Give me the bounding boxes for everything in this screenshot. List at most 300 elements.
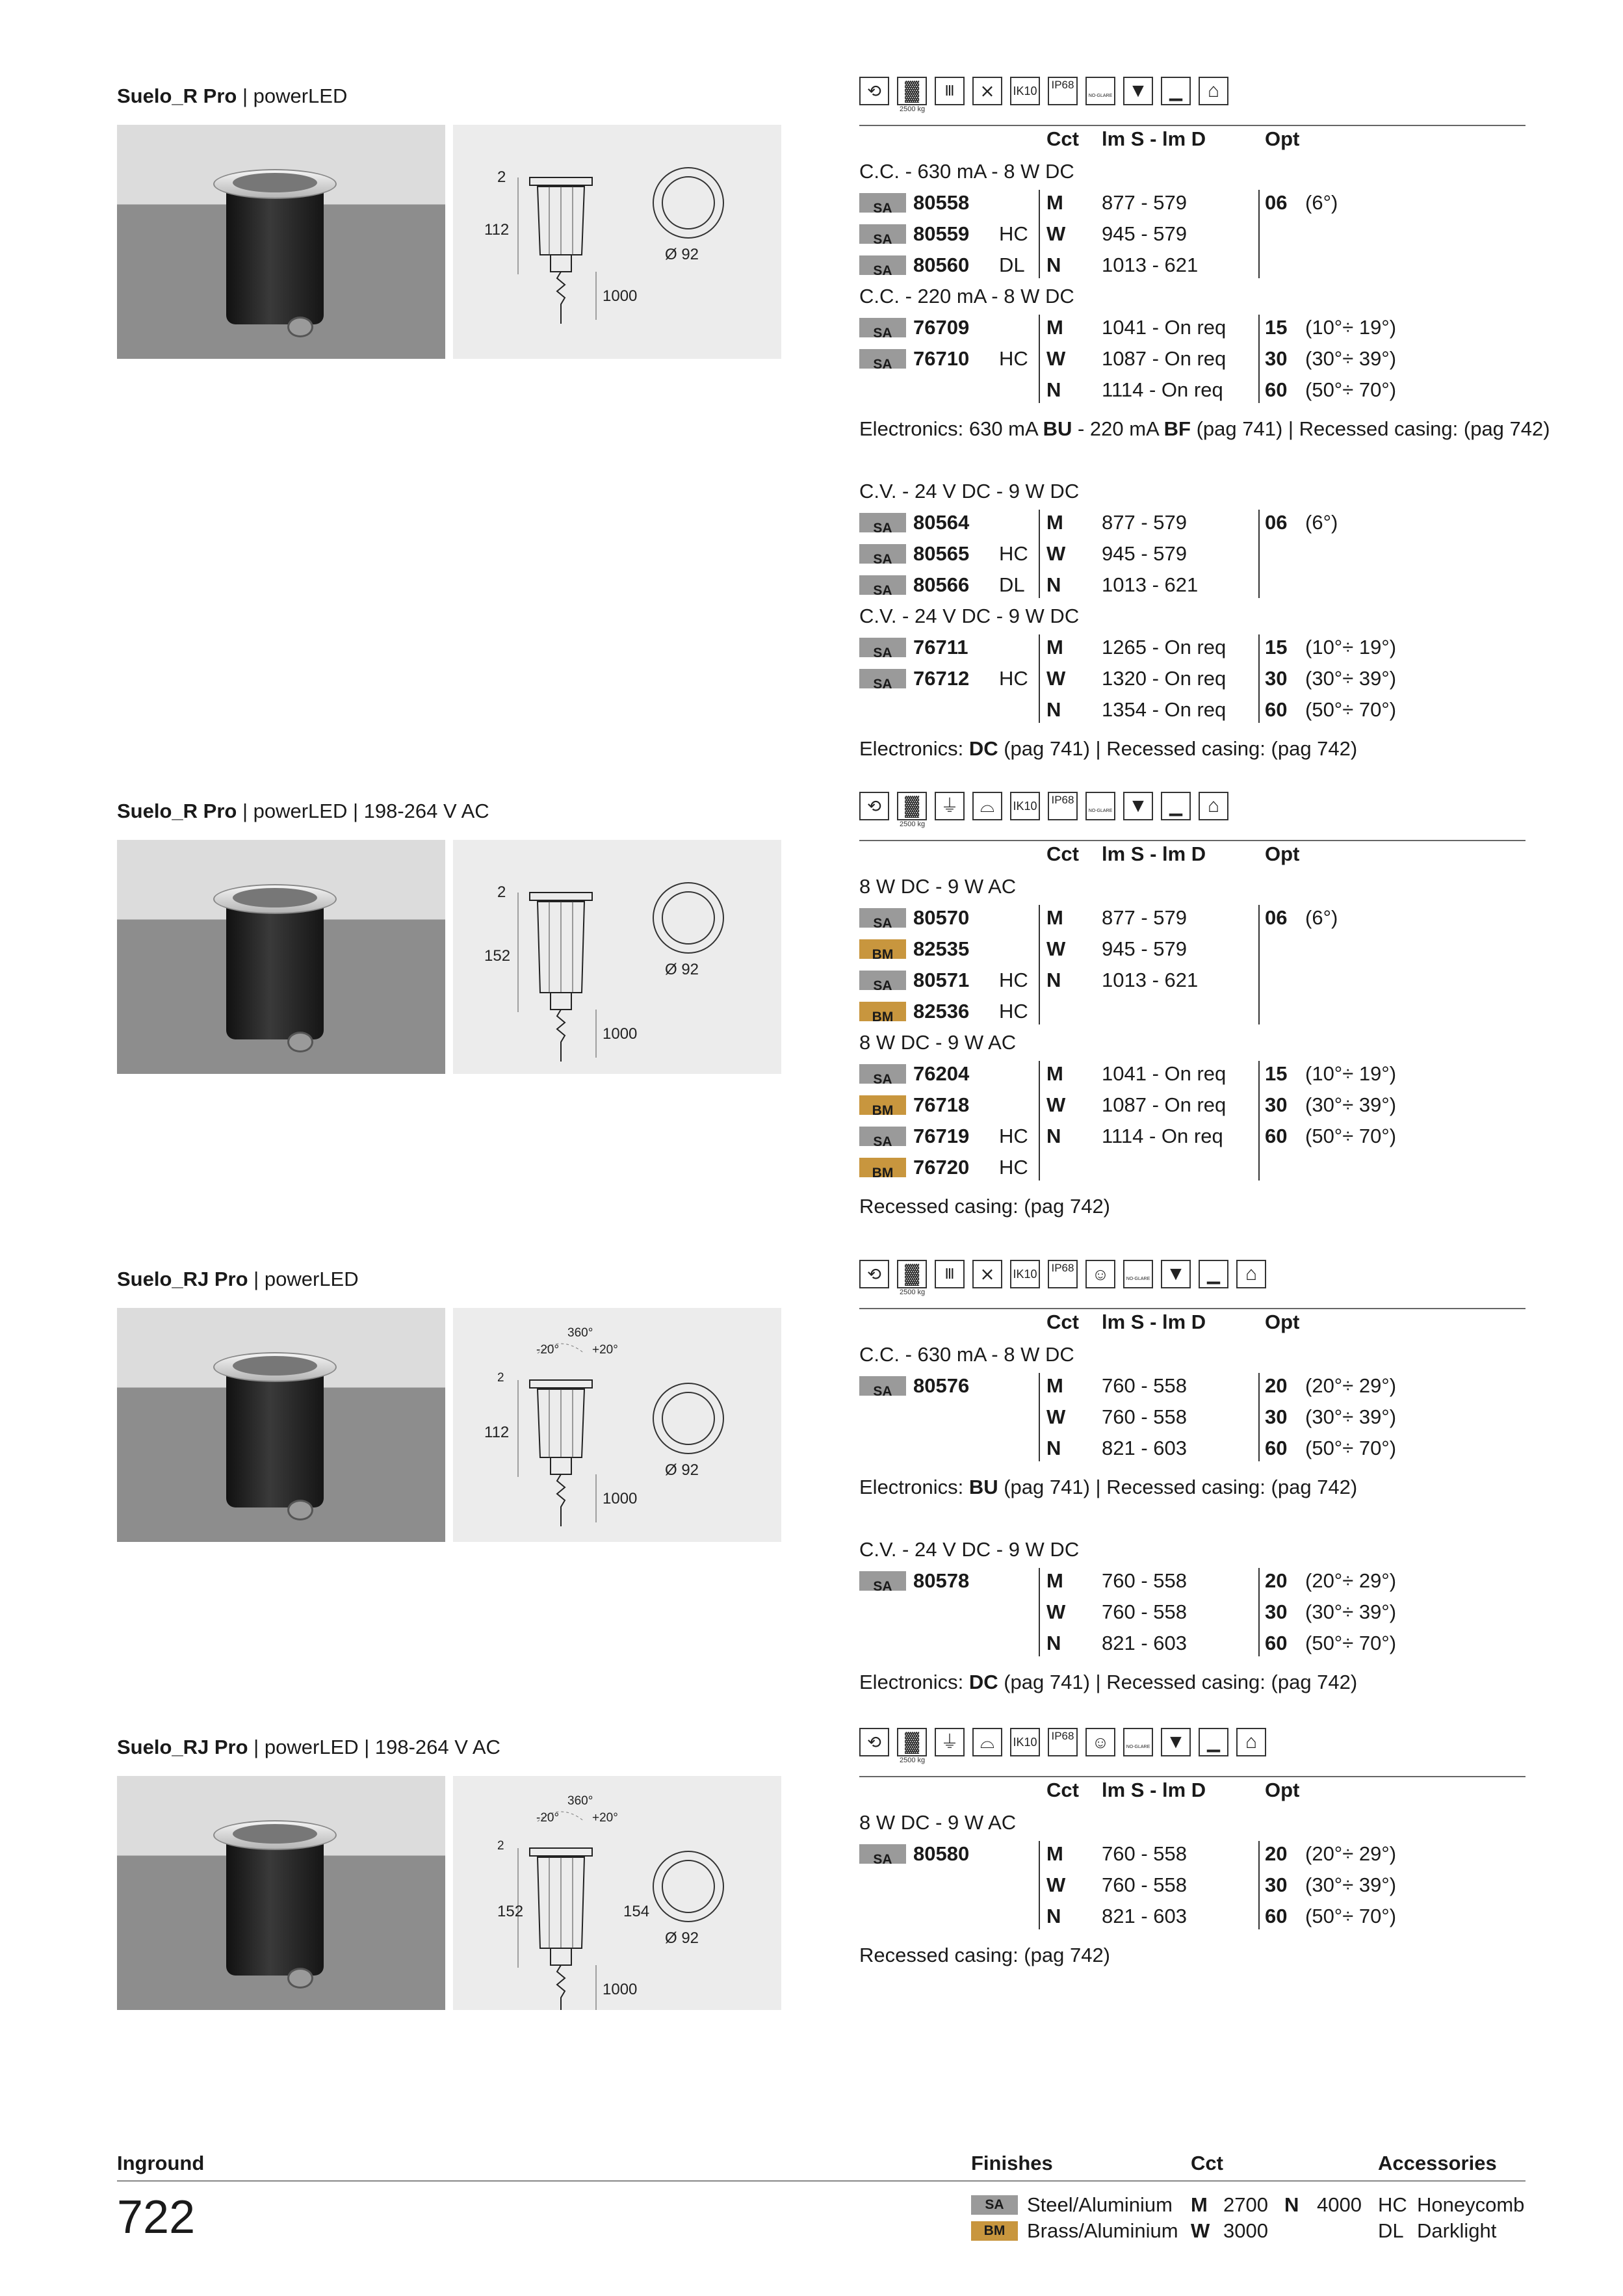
cable-gland: [287, 1500, 313, 1520]
lumens-value: 1087 - On req: [1102, 347, 1227, 370]
load-rating-label: 2500 kg: [900, 105, 926, 113]
product-code: 80571: [913, 969, 970, 991]
cct-code: W: [1046, 667, 1066, 690]
group-label: C.V. - 24 V DC - 9 W DC: [859, 1538, 1080, 1561]
finish-badge: SA: [859, 638, 906, 657]
product-code: 80558: [913, 191, 970, 214]
cct-code: N: [1046, 1905, 1061, 1927]
cable-gland: [287, 317, 313, 337]
finish-label: Steel/Aluminium: [1027, 2193, 1173, 2216]
accessory-value: Honeycomb: [1417, 2193, 1525, 2216]
lumens-value: 877 - 579: [1102, 511, 1187, 534]
product-subtitle: | powerLED | 198-264 V AC: [237, 800, 489, 822]
col-header-cct: Cct: [1046, 1311, 1079, 1333]
col-header-optic: Opt: [1265, 842, 1300, 865]
class-icon: Ⅲ: [935, 1260, 965, 1288]
no-glare-icon: NO-GLARE: [1085, 77, 1115, 105]
note-code: BU: [1043, 417, 1072, 440]
product-title: [117, 1736, 500, 1759]
cct-code: N: [1046, 1632, 1061, 1654]
table-row: [859, 1870, 1574, 1901]
finish-badge: SA: [859, 1376, 906, 1396]
note-text: Electronics:: [859, 1476, 969, 1498]
table-row: [859, 1597, 1574, 1628]
lumens-value: 1013 - 621: [1102, 969, 1199, 991]
note-text: (pag 741) | Recessed casing: (pag 742): [1190, 417, 1550, 440]
ip-rating-icon: IP68: [1048, 1728, 1078, 1756]
ik-rating-icon: IK10: [1010, 1260, 1040, 1288]
accessory-code: HC: [999, 347, 1028, 370]
col-header-cct: Cct: [1046, 127, 1079, 150]
load-rating-label: 2500 kg: [900, 1756, 926, 1764]
header-rule: [859, 1308, 1526, 1309]
cct-key: M: [1191, 2193, 1208, 2216]
product-code: 76712: [913, 667, 970, 690]
finish-badge: BM: [859, 1158, 906, 1177]
product-code: 82536: [913, 1000, 970, 1023]
cct-code: N: [1046, 254, 1061, 276]
table-row: [859, 1433, 1574, 1464]
finish-badge: SA: [859, 1571, 906, 1591]
dim-diameter: Ø 92: [665, 246, 699, 263]
finish-badge: BM: [859, 1095, 906, 1115]
lumens-value: 821 - 603: [1102, 1905, 1187, 1927]
load-icon: ▓: [897, 77, 927, 105]
product-name: Suelo_R Pro: [117, 800, 237, 822]
luminaire-lens: [233, 888, 317, 907]
indoor-outdoor-icon: ⌂: [1236, 1728, 1266, 1756]
product-photo: [117, 1308, 445, 1542]
column-divider: [1258, 1568, 1260, 1656]
page-number: 722: [117, 2191, 196, 2243]
dim-rotation: 360°: [567, 1794, 593, 1808]
column-divider: [1039, 315, 1040, 403]
column-divider: [1258, 905, 1260, 1024]
product-photo: [117, 1776, 445, 2010]
optic-code: 15: [1265, 636, 1288, 659]
accessory-code: HC: [999, 1156, 1028, 1179]
ik-rating-icon: IK10: [1010, 792, 1040, 820]
cct-code: M: [1046, 511, 1063, 534]
ip-rating-icon: IP68: [1048, 792, 1078, 820]
beam-range: (6°): [1305, 906, 1338, 929]
cct-code: W: [1046, 222, 1066, 245]
finish-badge: SA: [859, 1127, 906, 1146]
header-rule: [859, 125, 1526, 126]
dim-diameter: Ø 92: [665, 1929, 699, 1947]
table-row: [859, 1402, 1574, 1433]
product-subtitle: | powerLED | 198-264 V AC: [248, 1736, 500, 1758]
finish-badge: SA: [971, 2195, 1018, 2215]
optic-code: 20: [1265, 1842, 1288, 1865]
cct-code: W: [1046, 542, 1066, 565]
dim-diameter: Ø 92: [665, 1461, 699, 1479]
walkover-icon: ⌓: [972, 792, 1002, 820]
dim-height-alt: 154: [623, 1903, 650, 1920]
dim-cable: 1000: [603, 1490, 638, 1507]
note-code: DC: [968, 737, 998, 760]
product-code: 76709: [913, 316, 970, 339]
table-row: [859, 902, 1574, 933]
cct-code: N: [1046, 1125, 1061, 1147]
cct-key: N: [1284, 2193, 1299, 2216]
no-glare-icon: NO-GLARE: [1085, 792, 1115, 820]
finish-badge: SA: [859, 575, 906, 595]
optic-code: 06: [1265, 511, 1288, 534]
column-divider: [1039, 1061, 1040, 1181]
finish-badge: BM: [971, 2221, 1018, 2241]
column-divider: [1039, 1841, 1040, 1929]
accessory-code: HC: [999, 542, 1028, 565]
cct-code: M: [1046, 1062, 1063, 1085]
column-divider: [1039, 190, 1040, 278]
table-row: [859, 507, 1574, 538]
table-row: [859, 250, 1574, 281]
table-row: [859, 1628, 1574, 1659]
load-icon: ▓: [897, 1260, 927, 1288]
lumens-value: 1041 - On req: [1102, 316, 1227, 339]
beam-icon: ▼: [1161, 1728, 1191, 1756]
beam-range: (30°÷ 39°): [1305, 1600, 1397, 1623]
col-header-lumens: lm S - lm D: [1102, 127, 1206, 150]
ground-level-icon: ▁: [1199, 1260, 1228, 1288]
lumens-value: 945 - 579: [1102, 222, 1187, 245]
ratings-icon-strip: [859, 77, 1509, 114]
lumens-value: 1013 - 621: [1102, 254, 1199, 276]
cable-gland: [287, 1968, 313, 1989]
dim-cable: 1000: [603, 1981, 638, 1998]
beam-icon: ▼: [1123, 77, 1153, 105]
dim-cable: 1000: [603, 287, 638, 305]
table-row: [859, 694, 1574, 725]
column-divider: [1258, 1841, 1260, 1929]
ground-level-icon: ▁: [1161, 792, 1191, 820]
cct-code: M: [1046, 316, 1063, 339]
product-photo: [117, 840, 445, 1074]
cct-value: 3000: [1223, 2219, 1268, 2242]
walkover-icon: ⌓: [972, 1728, 1002, 1756]
accessories-heading: Accessories: [1378, 2152, 1497, 2174]
product-code: 80580: [913, 1842, 970, 1865]
beam-range: (50°÷ 70°): [1305, 1125, 1397, 1147]
electronics-note: [859, 1944, 1110, 1967]
finish-badge: SA: [859, 349, 906, 369]
cct-code: N: [1046, 573, 1061, 596]
dim-tilt-left: -20°: [536, 1811, 560, 1825]
load-icon: ▓: [897, 792, 927, 820]
finish-badge: SA: [859, 255, 906, 275]
note-text: (pag 741) | Recessed casing: (pag 742): [998, 1476, 1358, 1498]
cct-code: W: [1046, 1873, 1066, 1896]
cct-code: M: [1046, 1374, 1063, 1397]
dim-top: 2: [497, 883, 506, 901]
product-code: 76711: [913, 636, 968, 659]
column-divider: [1258, 1061, 1260, 1181]
note-code: DC: [968, 1671, 998, 1693]
accessory-key: HC: [1378, 2193, 1407, 2216]
product-code: 80566: [913, 573, 970, 596]
product-code: 80565: [913, 542, 970, 565]
dim-cable: 1000: [603, 1025, 638, 1043]
beam-range: (50°÷ 70°): [1305, 1905, 1397, 1927]
table-row: [859, 312, 1574, 343]
footer-rule: [117, 2180, 1526, 2182]
beam-range: (30°÷ 39°): [1305, 1093, 1397, 1116]
finish-label: Brass/Aluminium: [1027, 2219, 1178, 2242]
product-subtitle: | powerLED: [248, 1268, 359, 1290]
finish-badge: BM: [859, 1002, 906, 1021]
optic-code: 60: [1265, 1125, 1288, 1147]
lumens-value: 877 - 579: [1102, 906, 1187, 929]
lumens-value: 821 - 603: [1102, 1437, 1187, 1459]
ik-rating-icon: IK10: [1010, 1728, 1040, 1756]
product-code: 76720: [913, 1156, 970, 1179]
beam-icon: ▼: [1123, 792, 1153, 820]
optic-code: 30: [1265, 667, 1288, 690]
note-text: Electronics:: [859, 1671, 969, 1693]
col-header-lumens: lm S - lm D: [1102, 1779, 1206, 1801]
finish-badge: SA: [859, 1064, 906, 1084]
rotation-icon: ⟲: [859, 77, 889, 105]
indoor-outdoor-icon: ⌂: [1199, 792, 1228, 820]
person-icon: ☺: [1085, 1260, 1115, 1288]
dim-top: 2: [497, 1839, 504, 1853]
accessory-code: DL: [999, 573, 1025, 596]
table-row: [859, 218, 1574, 250]
product-name: Suelo_R Pro: [117, 85, 237, 107]
ip-rating-icon: IP68: [1048, 77, 1078, 105]
lumens-value: 821 - 603: [1102, 1632, 1187, 1654]
luminaire-lens: [233, 173, 317, 192]
table-row: [859, 538, 1574, 569]
product-code: 80576: [913, 1374, 970, 1397]
optic-code: 60: [1265, 698, 1288, 721]
group-label: 8 W DC - 9 W AC: [859, 875, 1017, 898]
beam-range: (6°): [1305, 511, 1338, 534]
note-text: Recessed casing: (pag 742): [859, 1944, 1111, 1966]
ratings-icon-strip: [859, 1728, 1509, 1766]
col-header-cct: Cct: [1046, 842, 1079, 865]
beam-range: (50°÷ 70°): [1305, 698, 1397, 721]
cct-heading: Cct: [1191, 2152, 1223, 2174]
group-label: C.C. - 630 mA - 8 W DC: [859, 1343, 1074, 1366]
dim-height: 112: [484, 1423, 510, 1441]
lumens-value: 1265 - On req: [1102, 636, 1227, 659]
electronics-note: [859, 1476, 1357, 1499]
optic-code: 30: [1265, 347, 1288, 370]
product-subtitle: | powerLED: [237, 85, 348, 107]
luminaire-body: [226, 893, 324, 1039]
cct-code: M: [1046, 636, 1063, 659]
lumens-value: 945 - 579: [1102, 542, 1187, 565]
lumens-value: 1114 - On req: [1102, 1125, 1223, 1147]
table-row: [859, 632, 1574, 663]
beam-range: (30°÷ 39°): [1305, 347, 1397, 370]
indoor-outdoor-icon: ⌂: [1199, 77, 1228, 105]
column-divider: [1258, 510, 1260, 598]
rotation-icon: ⟲: [859, 1260, 889, 1288]
beam-range: (50°÷ 70°): [1305, 378, 1397, 401]
beam-range: (20°÷ 29°): [1305, 1569, 1397, 1592]
table-row: [859, 1121, 1574, 1152]
person-icon: ☺: [1085, 1728, 1115, 1756]
cct-code: M: [1046, 1569, 1063, 1592]
ratings-icon-strip: [859, 792, 1509, 829]
lumens-value: 760 - 558: [1102, 1405, 1187, 1428]
dim-height: 152: [484, 947, 511, 965]
table-row: [859, 1901, 1574, 1932]
table-row: [859, 374, 1574, 406]
table-row: [859, 663, 1574, 694]
table-row: [859, 965, 1574, 996]
table-row: [859, 1089, 1574, 1121]
note-text: Electronics: 630 mA: [859, 417, 1043, 440]
table-row: [859, 1152, 1574, 1183]
note-text: Recessed casing: (pag 742): [859, 1195, 1111, 1218]
load-icon: ▓: [897, 1728, 927, 1756]
lumens-value: 1320 - On req: [1102, 667, 1227, 690]
product-title: [117, 1268, 359, 1291]
group-label: C.V. - 24 V DC - 9 W DC: [859, 480, 1080, 502]
product-title: [117, 85, 347, 108]
header-rule: [859, 840, 1526, 841]
lumens-value: 1041 - On req: [1102, 1062, 1227, 1085]
luminaire-body: [226, 1361, 324, 1507]
accessory-code: HC: [999, 222, 1028, 245]
optic-code: 06: [1265, 191, 1288, 214]
dim-height: 152: [497, 1903, 524, 1920]
cct-code: W: [1046, 1405, 1066, 1428]
table-row: [859, 569, 1574, 601]
ip-rating-icon: IP68: [1048, 1260, 1078, 1288]
beam-range: (30°÷ 39°): [1305, 1873, 1397, 1896]
cct-key: W: [1191, 2219, 1210, 2242]
finishes-heading: Finishes: [971, 2152, 1053, 2174]
footer-category: Inground: [117, 2152, 205, 2174]
column-divider: [1039, 634, 1040, 723]
load-rating-label: 2500 kg: [900, 820, 926, 828]
electronics-note: [859, 417, 1550, 441]
lumens-value: 945 - 579: [1102, 937, 1187, 960]
finish-badge: SA: [859, 318, 906, 337]
technical-drawing: [453, 1308, 781, 1542]
column-divider: [1258, 634, 1260, 723]
lumens-value: 1087 - On req: [1102, 1093, 1227, 1116]
no-glare-icon: NO-GLARE: [1123, 1728, 1153, 1756]
cable-gland: [287, 1032, 313, 1052]
finish-badge: BM: [859, 939, 906, 959]
luminaire-lens: [233, 1356, 317, 1376]
column-divider: [1258, 315, 1260, 403]
luminaire-body: [226, 178, 324, 324]
optic-code: 60: [1265, 378, 1288, 401]
beam-range: (30°÷ 39°): [1305, 1405, 1397, 1428]
lumens-value: 760 - 558: [1102, 1842, 1187, 1865]
earth-icon: ⏚: [935, 792, 965, 820]
product-code: 80570: [913, 906, 970, 929]
ratings-icon-strip: [859, 1260, 1509, 1298]
beam-range: (10°÷ 19°): [1305, 636, 1397, 659]
earth-icon: ⏚: [935, 1728, 965, 1756]
accessory-code: HC: [999, 667, 1028, 690]
technical-drawing: [453, 1776, 781, 2010]
finish-badge: SA: [859, 513, 906, 532]
technical-drawing: [453, 840, 781, 1074]
luminaire-lens: [233, 1824, 317, 1844]
ik-rating-icon: IK10: [1010, 77, 1040, 105]
finish-badge: SA: [859, 669, 906, 688]
col-header-lumens: lm S - lm D: [1102, 842, 1206, 865]
beam-range: (20°÷ 29°): [1305, 1842, 1397, 1865]
product-code: 80578: [913, 1569, 970, 1592]
dim-top: 2: [497, 1371, 504, 1385]
col-header-optic: Opt: [1265, 127, 1300, 150]
product-code: 76718: [913, 1093, 970, 1116]
beam-range: (30°÷ 39°): [1305, 667, 1397, 690]
beam-range: (20°÷ 29°): [1305, 1374, 1397, 1397]
lumens-value: 760 - 558: [1102, 1374, 1187, 1397]
optic-code: 06: [1265, 906, 1288, 929]
finish-badge: SA: [859, 224, 906, 244]
col-header-optic: Opt: [1265, 1311, 1300, 1333]
dim-tilt-right: +20°: [592, 1343, 618, 1357]
lumens-value: 1013 - 621: [1102, 573, 1199, 596]
accessory-value: Darklight: [1417, 2219, 1497, 2242]
ground-level-icon: ▁: [1199, 1728, 1228, 1756]
optic-code: 20: [1265, 1569, 1288, 1592]
cct-code: M: [1046, 906, 1063, 929]
lumens-value: 760 - 558: [1102, 1873, 1187, 1896]
table-row: [859, 1370, 1574, 1402]
product-name: Suelo_RJ Pro: [117, 1268, 248, 1290]
optic-code: 60: [1265, 1905, 1288, 1927]
column-divider: [1039, 1373, 1040, 1461]
note-text: (pag 741) | Recessed casing: (pag 742): [998, 737, 1358, 760]
beam-range: (50°÷ 70°): [1305, 1632, 1397, 1654]
finish-badge: SA: [859, 1844, 906, 1864]
col-header-lumens: lm S - lm D: [1102, 1311, 1206, 1333]
table-row: [859, 187, 1574, 218]
indoor-outdoor-icon: ⌂: [1236, 1260, 1266, 1288]
table-row: [859, 1838, 1574, 1870]
product-code: 80560: [913, 254, 970, 276]
ground-level-icon: ▁: [1161, 77, 1191, 105]
accessory-code: HC: [999, 969, 1028, 991]
finish-badge: SA: [859, 193, 906, 213]
column-divider: [1258, 1373, 1260, 1461]
product-code: 82535: [913, 937, 970, 960]
cct-value: 4000: [1317, 2193, 1362, 2216]
electronics-note: [859, 1195, 1110, 1218]
note-text: (pag 741) | Recessed casing: (pag 742): [998, 1671, 1358, 1693]
electronics-note: [859, 1671, 1357, 1694]
product-code: 76710: [913, 347, 970, 370]
col-header-optic: Opt: [1265, 1779, 1300, 1801]
column-divider: [1039, 905, 1040, 1024]
col-header-cct: Cct: [1046, 1779, 1079, 1801]
product-code: 76719: [913, 1125, 970, 1147]
optic-code: 60: [1265, 1437, 1288, 1459]
column-divider: [1039, 1568, 1040, 1656]
table-row: [859, 1058, 1574, 1089]
note-code: BF: [1163, 417, 1191, 440]
product-code: 80564: [913, 511, 970, 534]
note-text: Electronics:: [859, 737, 969, 760]
luminaire-body: [226, 1829, 324, 1976]
beam-range: (50°÷ 70°): [1305, 1437, 1397, 1459]
beam-range: (6°): [1305, 191, 1338, 214]
dim-rotation: 360°: [567, 1326, 593, 1340]
